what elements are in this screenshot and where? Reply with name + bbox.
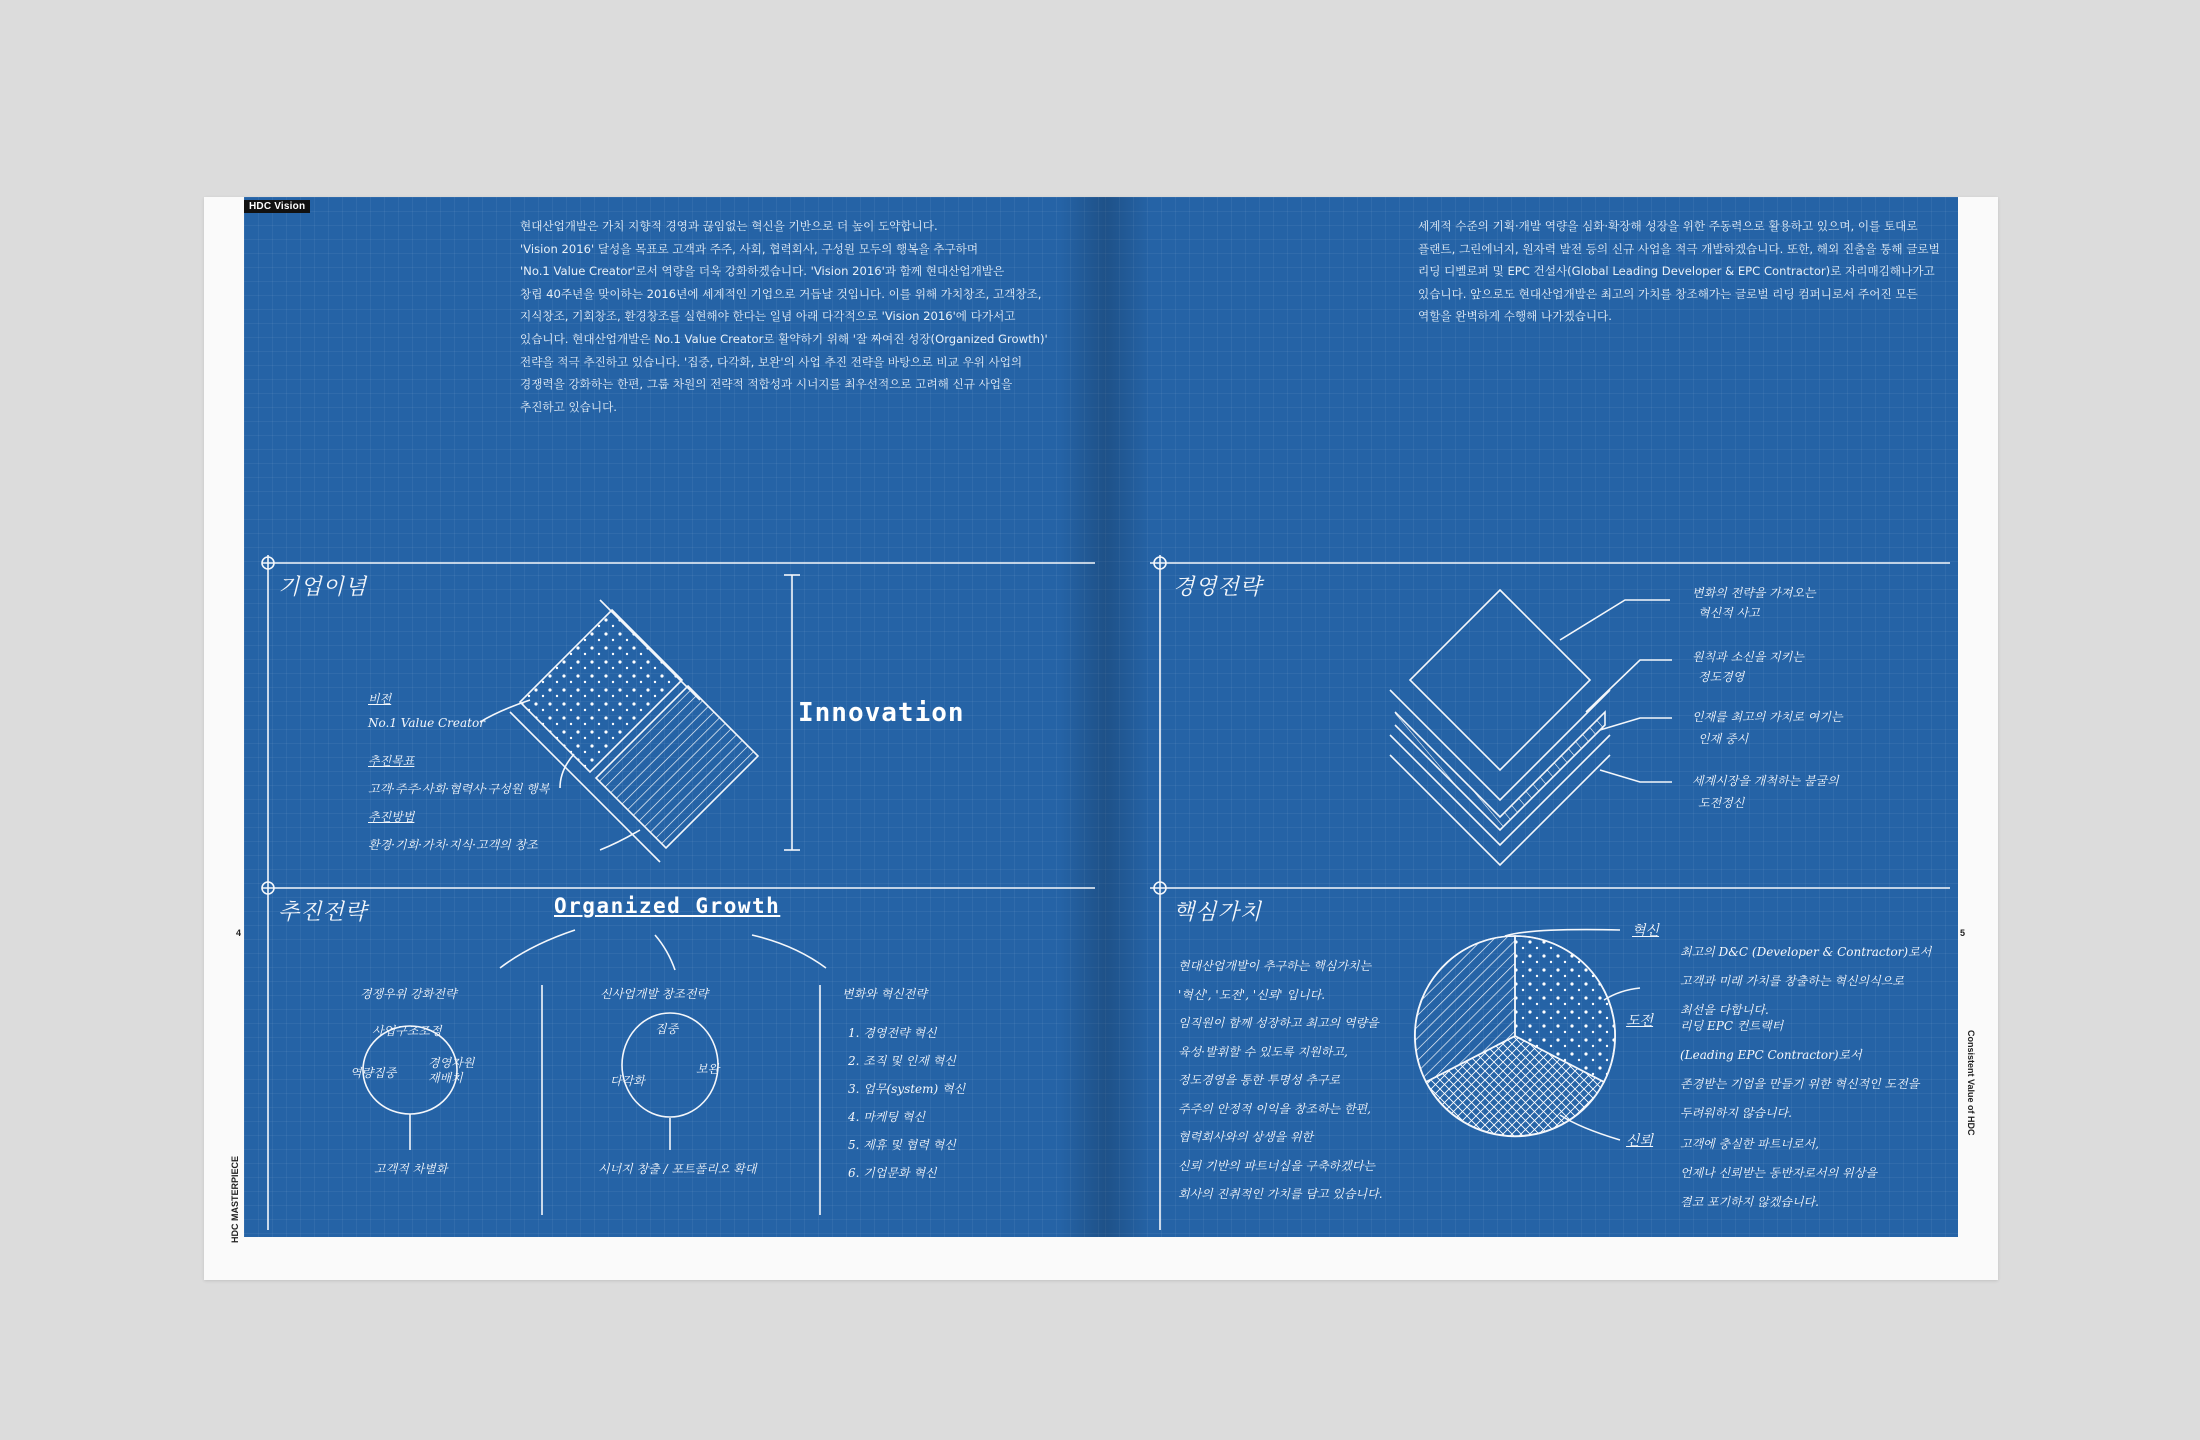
page-number-left: 4 [236, 928, 242, 938]
method-value: 환경·기회·가치·지식·고객의 창조 [368, 838, 538, 852]
intro-line: 플랜트, 그린에너지, 원자력 발전 등의 신규 사업을 적극 개발하겠습니다. 또한, 해외 진출을 통해 글로벌 [1418, 241, 1940, 256]
col2-left: 다각화 [610, 1074, 645, 1088]
intro-line: 전략을 적극 추진하고 있습니다. '집중, 다각화, 보완'의 사업 추진 전략을 바탕으로 비교 우위 사업의 [520, 354, 1023, 369]
col2-top: 집중 [655, 1022, 679, 1036]
col1-left: 역량집중 [350, 1066, 397, 1080]
body-line: 회사의 진취적인 가치를 담고 있습니다. [1178, 1187, 1383, 1201]
intro-line: 창립 40주년을 맞이하는 2016년에 세계적인 기업으로 거듭날 것입니다. 이를 위해 가치창조, 고객창조, [520, 286, 1042, 301]
strategy-callout-4b: 도전정신 [1698, 796, 1745, 810]
intro-line: 'Vision 2016' 달성을 목표로 고객과 주주, 사회, 협력회사, 구성원 모두의 행복을 추구하며 [520, 241, 979, 256]
col2-bottom: 시너지 창출 / 포트폴리오 확대 [598, 1162, 757, 1176]
section-title-core-values: 핵심가치 [1173, 900, 1263, 925]
intro-line: 추진하고 있습니다. [520, 399, 617, 414]
intro-line: 있습니다. 앞으로도 현대산업개발은 최고의 가치를 창조해가는 글로벌 리딩 컴퍼니로서 주어진 모든 [1418, 286, 1918, 301]
col3-item: 5. 제휴 및 협력 혁신 [848, 1138, 956, 1152]
value-label-trust: 신뢰 [1626, 1133, 1654, 1149]
intro-line: 경쟁력을 강화하는 한편, 그룹 차원의 전략적 적합성과 시너지를 최우선적으로 고려해 신규 사업을 [520, 377, 1013, 392]
vision-value: No.1 Value Creator [368, 716, 485, 730]
strategy-callout-1b: 혁신적 사고 [1698, 606, 1760, 620]
col1-bottom: 고객적 차별화 [374, 1162, 448, 1176]
intro-line: 리딩 디벨로퍼 및 EPC 건설사(Global Leading Developer & EPC Contractor)로 자리매김해나가고 [1418, 264, 1935, 279]
col1-top: 사업구조조정 [372, 1024, 442, 1038]
value-label-challenge: 도전 [1626, 1013, 1654, 1029]
section-title-strategy: 경영전략 [1173, 575, 1263, 600]
goal-value: 고객·주주·사회·협력사·구성원 행복 [368, 782, 550, 796]
organized-growth-headline: Organized Growth [554, 894, 781, 918]
method-label: 추진방법 [368, 810, 415, 824]
strategy-callout-3: 인재를 최고의 가치로 여기는 [1692, 710, 1843, 724]
body-line: 신뢰 기반의 파트너십을 구축하겠다는 [1178, 1158, 1375, 1173]
col3-item: 2. 조직 및 인재 혁신 [848, 1054, 956, 1068]
core-values-body [1178, 952, 1383, 1209]
intro-line: 역할을 완벽하게 수행해 나가겠습니다. [1418, 309, 1612, 324]
side-title-right: Consistent Value of HDC [1966, 1030, 1976, 1136]
side-title-left: HDC MASTERPIECE [230, 1155, 240, 1243]
col2-title: 신사업개발 창조전략 [600, 987, 709, 1001]
intro-line: 세계적 수준의 기획·개발 역량을 심화·확장해 성장을 위한 주동력으로 활용하고 있으며, 이를 토대로 [1418, 219, 1918, 233]
strategy-callout-1: 변화의 전략을 가져오는 [1692, 586, 1816, 600]
body-line: 주주의 안정적 이익을 창조하는 한편, [1178, 1101, 1371, 1116]
col3-item: 3. 업무(system) 혁신 [848, 1082, 966, 1096]
strategy-callout-3b: 인재 중시 [1698, 732, 1749, 746]
body-line: 현대산업개발이 추구하는 핵심가치는 [1178, 959, 1372, 973]
col1-title: 경쟁우위 강화전략 [360, 987, 457, 1001]
intro-line: 현대산업개발은 가치 지향적 경영과 끊임없는 혁신을 기반으로 더 높이 도약합니다. [520, 219, 938, 233]
col1-right: 경영자원 재배치 [428, 1056, 475, 1085]
col3-item: 1. 경영전략 혁신 [848, 1026, 937, 1040]
value-text-challenge: 리딩 EPC 컨트랙터 (Leading EPC Contractor)로서 존경받는 기업을 만들기 위한 혁신적인 도전을 두려워하지 않습니다. [1680, 1019, 1920, 1120]
vision-label: 비전 [368, 692, 392, 706]
body-line: 임직원이 함께 성장하고 최고의 역량을 [1178, 1016, 1379, 1030]
section-title-philosophy: 기업이념 [278, 575, 368, 600]
col3-item: 4. 마케팅 혁신 [848, 1110, 926, 1124]
value-label-innovation: 혁신 [1632, 923, 1660, 939]
value-text-innovation: 최고의 D&C (Developer & Contractor)로서 고객과 미래 가치를 창출하는 혁신의식으로 최선을 다합니다. [1680, 945, 1932, 1017]
col3-title: 변화와 혁신전략 [842, 987, 927, 1001]
body-line: 협력회사와의 상생을 위한 [1178, 1130, 1314, 1144]
strategy-callout-4: 세계시장을 개척하는 불굴의 [1692, 774, 1839, 788]
strategy-callout-2b: 정도경영 [1698, 670, 1745, 684]
goal-label: 추진목표 [368, 754, 415, 768]
innovation-keyword: Innovation [798, 698, 965, 728]
intro-line: 'No.1 Value Creator'로서 역량을 더욱 강화하겠습니다. 'Vision 2016'과 함께 현대산업개발은 [520, 264, 1005, 279]
col3-item: 6. 기업문화 혁신 [848, 1166, 937, 1180]
strategy-top-diamond [1410, 590, 1590, 770]
body-line: 정도경영을 통한 투명성 추구로 [1178, 1073, 1341, 1087]
body-line: '혁신', '도전', '신뢰' 입니다. [1178, 987, 1326, 1002]
section-tag: HDC Vision [244, 200, 310, 213]
strategy-callout-2: 원칙과 소신을 지키는 [1692, 650, 1804, 664]
page-number-right: 5 [1960, 928, 1966, 938]
intro-line: 있습니다. 현대산업개발은 No.1 Value Creator로 활약하기 위해 '잘 짜여진 성장(Organized Growth)' [520, 331, 1048, 346]
section-title-promotion: 추진전략 [278, 900, 368, 925]
intro-line: 지식창조, 기회창조, 환경창조를 실현해야 한다는 일념 아래 다각적으로 'Vision 2016'에 다가서고 [520, 309, 1016, 324]
body-line: 육성·발휘할 수 있도록 지원하고, [1178, 1044, 1348, 1059]
value-text-trust: 고객에 충실한 파트너로서, 언제나 신뢰받는 동반자로서의 위상을 결코 포기하지 않겠습니다. [1680, 1137, 1877, 1209]
col2-right: 보완 [696, 1062, 720, 1076]
